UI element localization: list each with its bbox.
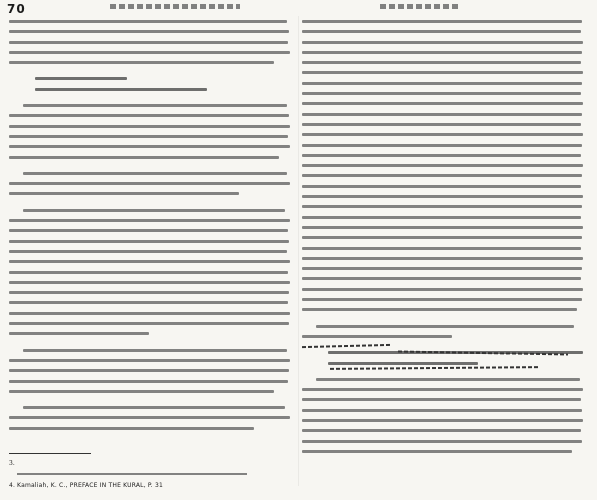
text-line xyxy=(302,267,582,270)
text-line xyxy=(302,185,581,188)
text-line xyxy=(302,277,581,280)
text-line xyxy=(9,192,239,195)
text-line xyxy=(9,20,287,23)
text-line xyxy=(9,416,290,419)
text-line xyxy=(35,88,207,91)
text-line xyxy=(302,174,582,177)
paragraph xyxy=(9,406,296,430)
text-line xyxy=(9,281,290,284)
text-line xyxy=(302,205,582,208)
page-number: 70 xyxy=(7,2,26,16)
text-line xyxy=(9,30,289,33)
text-line xyxy=(302,398,581,401)
text-line xyxy=(302,113,582,116)
paragraph xyxy=(9,209,296,336)
right-column xyxy=(302,20,589,460)
footnotes xyxy=(9,459,294,491)
text-line xyxy=(302,20,582,23)
block-quote xyxy=(35,77,296,90)
paragraph xyxy=(9,104,296,158)
text-line xyxy=(302,247,581,250)
running-header-right xyxy=(380,4,460,9)
text-line xyxy=(9,427,254,430)
footnote-4 xyxy=(9,481,294,491)
paragraph xyxy=(302,325,589,338)
column-gutter xyxy=(298,16,299,486)
footnote-text: Kamaliah, K. C., PREFACE IN THE KURAL, P. 31 xyxy=(17,482,164,489)
text-line xyxy=(9,312,290,315)
text-line xyxy=(302,92,581,95)
text-line xyxy=(9,41,288,44)
paragraph xyxy=(9,20,296,64)
footnote-number: 3. xyxy=(9,460,15,467)
text-line xyxy=(9,369,289,372)
text-line xyxy=(316,378,580,381)
paragraph xyxy=(9,349,296,393)
text-line xyxy=(302,298,582,301)
text-line xyxy=(302,30,581,33)
text-line xyxy=(9,332,149,335)
text-line xyxy=(9,301,288,304)
text-line xyxy=(9,380,288,383)
text-line xyxy=(23,104,287,107)
text-line xyxy=(23,406,285,409)
paragraph xyxy=(302,378,589,453)
text-line xyxy=(302,429,581,432)
text-line xyxy=(9,114,289,117)
text-line xyxy=(302,123,581,126)
left-column xyxy=(9,20,296,437)
text-line xyxy=(302,82,582,85)
paragraph xyxy=(9,172,296,196)
text-line xyxy=(9,229,288,232)
text-line xyxy=(302,308,577,311)
text-line xyxy=(302,164,583,167)
text-line xyxy=(302,440,582,443)
text-line xyxy=(302,102,583,105)
text-line xyxy=(302,133,583,136)
text-line xyxy=(23,172,287,175)
text-line xyxy=(302,51,582,54)
text-line xyxy=(9,125,290,128)
paragraph xyxy=(302,20,589,311)
text-line xyxy=(302,388,583,391)
text-line xyxy=(302,226,583,229)
text-line xyxy=(9,135,288,138)
text-line xyxy=(302,195,583,198)
text-line xyxy=(9,240,289,243)
text-line xyxy=(302,71,583,74)
text-line xyxy=(302,419,583,422)
text-line xyxy=(9,51,290,54)
text-line xyxy=(302,236,582,239)
text-line xyxy=(9,291,289,294)
text-line xyxy=(9,61,274,64)
text-line xyxy=(302,335,452,338)
text-line xyxy=(9,271,288,274)
text-line xyxy=(9,250,287,253)
text-line xyxy=(316,325,574,328)
text-line xyxy=(302,450,572,453)
footnote-number: 4. xyxy=(9,482,16,489)
footnote-rule xyxy=(9,453,91,454)
footnote-text xyxy=(17,473,247,475)
text-line xyxy=(302,144,582,147)
running-header-left xyxy=(110,4,240,9)
text-line xyxy=(9,359,290,362)
text-line xyxy=(328,362,478,365)
text-line xyxy=(302,61,581,64)
text-line xyxy=(9,322,289,325)
text-line xyxy=(9,145,290,148)
text-line xyxy=(35,77,127,80)
text-line xyxy=(302,288,583,291)
text-line xyxy=(9,390,274,393)
text-line xyxy=(9,182,290,185)
footnote-3 xyxy=(9,459,294,475)
text-line xyxy=(9,219,290,222)
text-line xyxy=(302,409,582,412)
text-line xyxy=(9,156,279,159)
text-line xyxy=(302,216,581,219)
text-line xyxy=(9,260,290,263)
text-line xyxy=(302,257,583,260)
text-line xyxy=(302,154,581,157)
text-line xyxy=(23,209,285,212)
text-line xyxy=(23,349,287,352)
text-line xyxy=(302,41,583,44)
